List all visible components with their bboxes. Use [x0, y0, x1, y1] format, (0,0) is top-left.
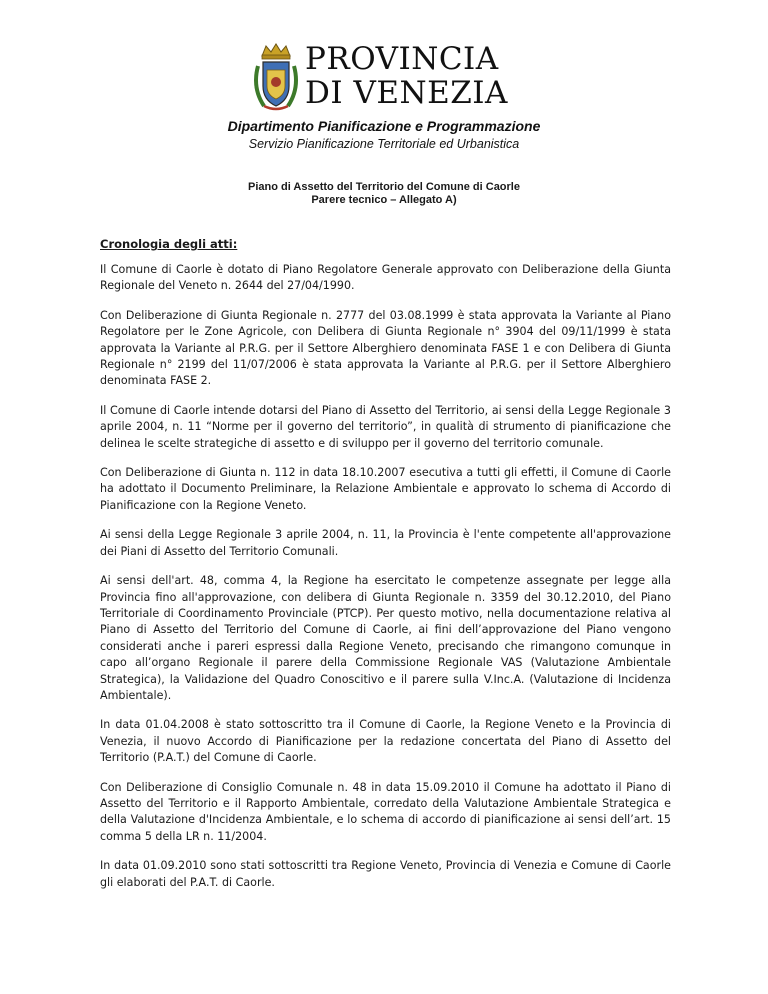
paragraph: Con Deliberazione di Consiglio Comunale n. 48 in data 15.09.2010 il Comune ha adottato il Piano di Assetto del Territorio e il Rapporto Ambientale, corredato della Valutazione Ambientale Strategica e della Valutazione d'Incidenza Ambientale, e lo schema di accordo di pianificazione ai sensi dell’art. 15 comma 5 della LR n. 11/2004. [100, 780, 671, 843]
paragraph: Ai sensi della Legge Regionale 3 aprile 2004, n. 11, la Provincia è l'ente competente all'approvazione dei Piani di Assetto del Territorio Comunali. [100, 528, 671, 558]
service-name: Servizio Pianificazione Territoriale ed Urbanistica [248, 137, 520, 151]
organization-name [305, 42, 508, 110]
document-title [0, 181, 768, 207]
document-title-line1: Piano di Assetto del Territorio del Comune di Caorle [248, 181, 520, 193]
paragraph: Con Deliberazione di Giunta Regionale n. 2777 del 03.08.1999 è stata approvata la Variante al Piano Regolatore per le Zone Agricole, con Delibera di Giunta Regionale n° 3904 del 09/11/1999 è stata approvata la Variante al P.R.G. per il Settore Alberghiero denominata FASE 1 e con Delibera di Giunta Regionale n° 2199 del 11/07/2006 è stata approvata la Variante al P.R.G. per il Settore Alberghiero denominata FASE 2. [100, 308, 671, 388]
organization-name-line1: PROVINCIA [305, 41, 499, 77]
paragraph: In data 01.04.2008 è stato sottoscritto tra il Comune di Caorle, la Regione Veneto e la Provincia di Venezia, il nuovo Accordo di Pianificazione per la redazione concertata del Piano di Assetto del Territorio (P.A.T.) del Comune di Caorle. [100, 718, 671, 765]
letterhead [0, 38, 768, 151]
paragraph: Con Deliberazione di Giunta n. 112 in data 18.10.2007 esecutiva a tutti gli effetti, il Comune di Caorle ha adottato il Documento Preliminare, la Relazione Ambientale e approvato lo schema di Accordo di Pianificazione con la Regione Veneto. [100, 466, 671, 512]
paragraph: Il Comune di Caorle è dotato di Piano Regolatore Generale approvato con Deliberazione della Giunta Regionale del Veneto n. 2644 del 27/04/1990. [100, 263, 671, 293]
organization-name-line2: DI VENEZIA [305, 75, 508, 111]
document-body [100, 262, 671, 904]
department-name: Dipartimento Pianificazione e Programmazione [227, 118, 541, 134]
document-title-line2: Parere tecnico – Allegato A) [311, 194, 457, 206]
paragraph: Il Comune di Caorle intende dotarsi del Piano di Assetto del Territorio, ai sensi della Legge Regionale 3 aprile 2004, n. 11 “Norme per il governo del territorio”, in qualità di strumento di pianificazione che delinea le scelte strategiche di assetto e di sviluppo per il governo del territorio comunale. [100, 403, 671, 450]
paragraph: Ai sensi dell'art. 48, comma 4, la Regione ha esercitato le competenze assegnate per legge alla Provincia fino all'approvazione, con delibera di Giunta Regionale n. 3359 del 30.12.2010, del Piano Territoriale di Coordinamento Provinciale (PTCP). Per questo motivo, nella documentazione relativa al Piano di Assetto del Territorio del Comune di Caorle, ai fini dell’approvazione del Piano vengono considerati anche i pareri espressi dalla Regione Veneto, precisando che rimangono comunque in capo all’organo Regionale il parere della Commissione Regionale VAS (Valutazione Ambientale Strategica), la Validazione del Quadro Conoscitivo e il parere sulla V.Inc.A. (Valutazione di Incidenza Ambientale). [100, 574, 671, 702]
paragraph: In data 01.09.2010 sono stati sottoscritti tra Regione Veneto, Provincia di Venezia e Comune di Caorle gli elaborati del P.A.T. di Caorle. [100, 859, 671, 889]
provincial-coat-of-arms-icon [250, 42, 302, 114]
section-heading: Cronologia degli atti: [100, 237, 238, 251]
